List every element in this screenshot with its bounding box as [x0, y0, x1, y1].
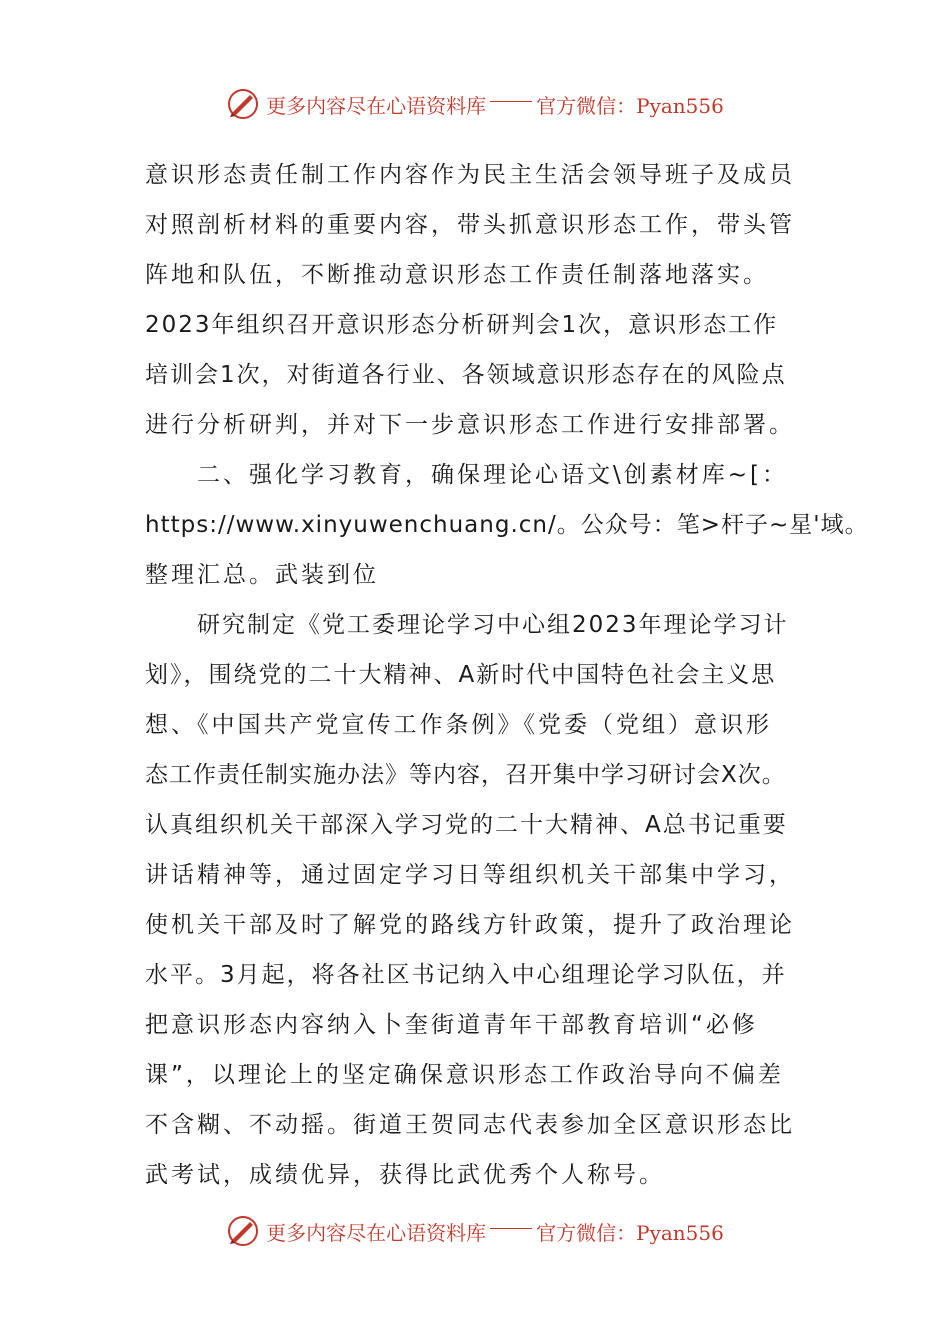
body-line-url: https://www.xinyuwenchuang.cn/。公众号：笔>杆子~星'域。: [145, 512, 869, 538]
body-line: 课”，以理论上的坚定确保意识形态工作政治导向不偏差: [145, 1062, 784, 1088]
body-line: 对照剖析材料的重要内容，带头抓意识形态工作，带头管: [145, 212, 795, 238]
body-line: 划》，围绕党的二十大精神、A新时代中国特色社会主义思: [145, 662, 777, 688]
body-line: 武考试，成绩优异，获得比武优秀个人称号。: [145, 1162, 665, 1188]
watermark-main-text: 更多内容尽在心语资料库: [266, 93, 487, 118]
body-line: 认真组织机关干部深入学习党的二十大精神、A总书记重要: [145, 812, 788, 838]
watermark-dash: [490, 101, 532, 102]
body-line: 整理汇总。武装到位: [145, 562, 379, 588]
body-line: 使机关干部及时了解党的路线方针政策，提升了政治理论: [145, 912, 795, 938]
watermark-sub-text: 官方微信：Pyan556: [536, 1220, 724, 1245]
paragraph-start: 研究制定《党工委理论学习中心组2023年理论学习计: [197, 612, 789, 638]
section-heading: 二、强化学习教育，确保理论心语文\创素材库~[：: [197, 462, 788, 488]
watermark-main-text: 更多内容尽在心语资料库: [266, 1220, 487, 1245]
document-body: [145, 150, 869, 1200]
watermark-dash: [490, 1228, 532, 1229]
body-line: 意识形态责任制工作内容作为民主生活会领导班子及成员: [145, 162, 795, 188]
watermark-sub-text: 官方微信：Pyan556: [536, 93, 724, 118]
pen-logo-icon: [226, 1214, 260, 1248]
body-line: 想、《中国共产党宣传工作条例》《党委（党组）意识形: [145, 712, 772, 738]
body-line: 进行分析研判，并对下一步意识形态工作进行安排部署。: [145, 412, 795, 438]
body-line: 2023年组织召开意识形态分析研判会1次，意识形态工作: [145, 312, 779, 338]
body-line: 不含糊、不动摇。街道王贺同志代表参加全区意识形态比: [145, 1112, 795, 1138]
header-watermark: [0, 84, 950, 124]
body-line: 把意识形态内容纳入卜奎街道青年干部教育培训“必修: [145, 1012, 758, 1038]
body-line: 阵地和队伍，不断推动意识形态工作责任制落地落实。: [145, 262, 769, 288]
footer-watermark: [0, 1211, 950, 1251]
body-line: 培训会1次，对街道各行业、各领域意识形态存在的风险点: [145, 362, 787, 388]
body-line: 态工作责任制实施办法》等内容，召开集中学习研讨会X次。: [145, 762, 786, 788]
pen-logo-icon: [226, 87, 260, 121]
body-line: 水平。3月起，将各社区书记纳入中心组理论学习队伍，并: [145, 962, 787, 988]
body-line: 讲话精神等，通过固定学习日等组织机关干部集中学习，: [145, 862, 795, 888]
